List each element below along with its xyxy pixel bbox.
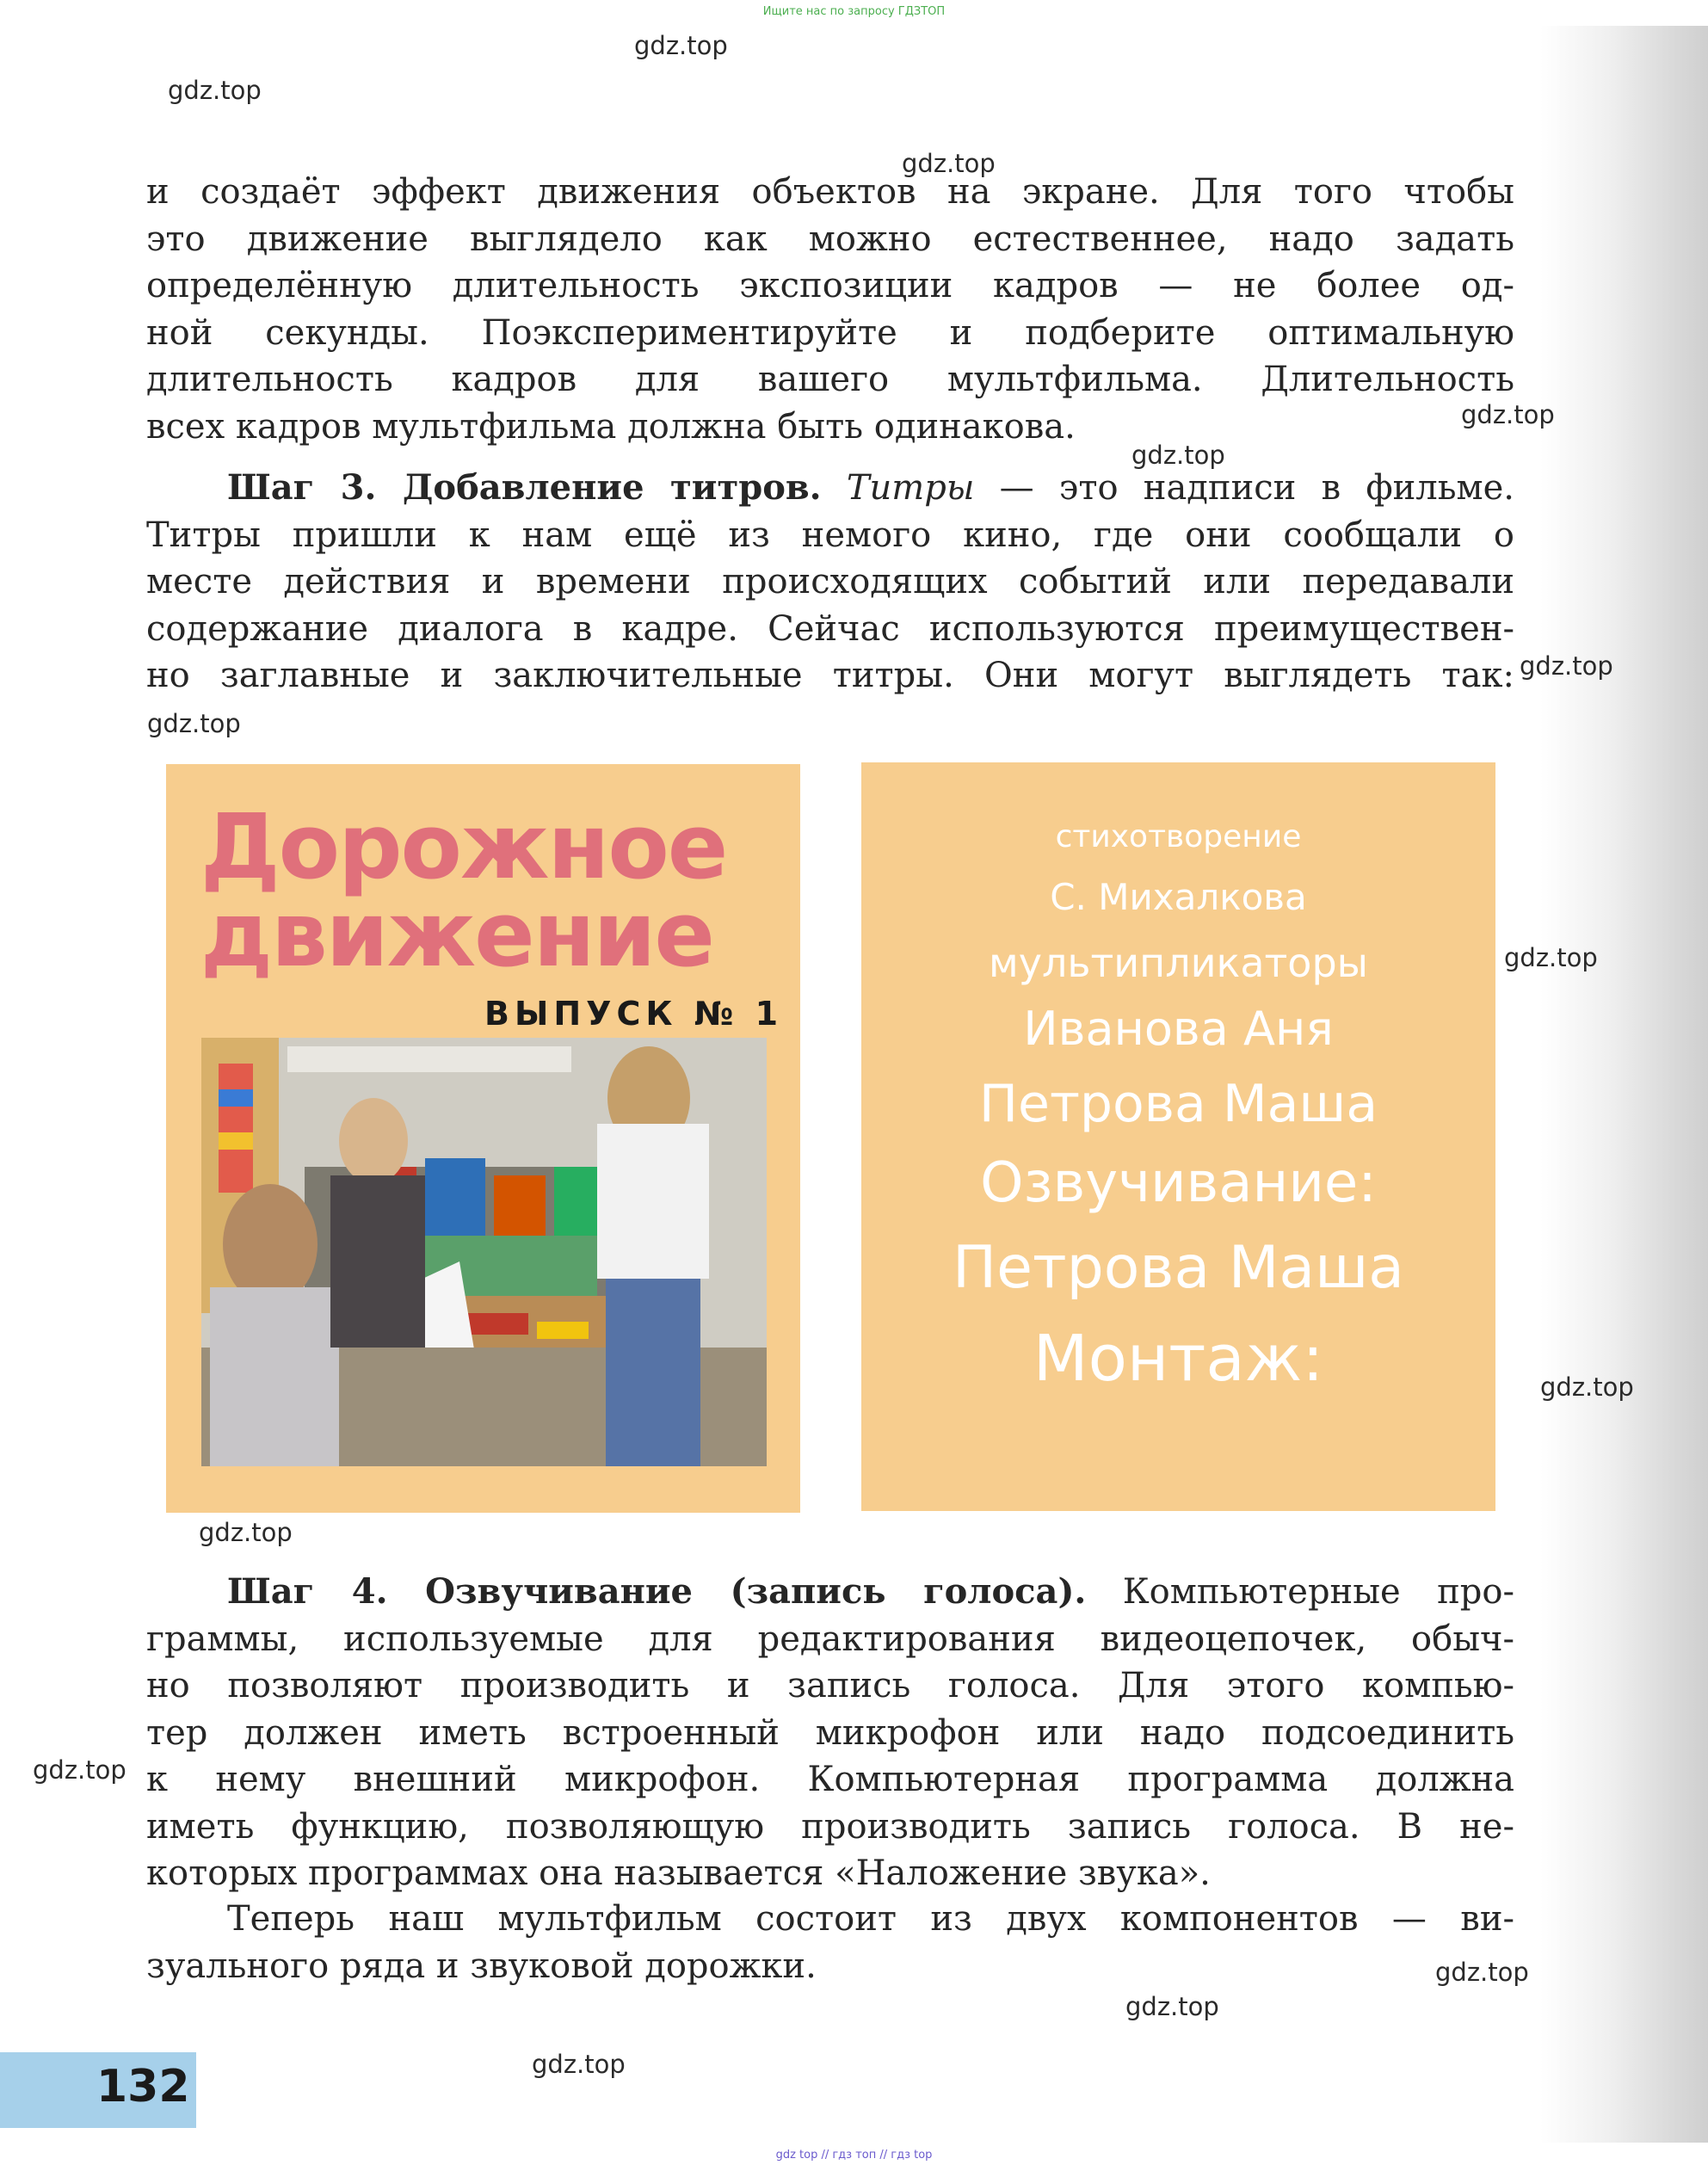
text-line: определённую длительность экспозиции кадров — не более од-: [146, 266, 1514, 305]
issue-label: ВЫПУСК № 1: [484, 995, 784, 1033]
text-fragment: — это надписи в фильме.: [974, 468, 1514, 508]
watermark: gdz.top: [1520, 651, 1613, 681]
text-line: ной секунды. Поэкспериментируйте и подберите оптимальную: [146, 312, 1514, 353]
text-line: месте действия и времени происходящих событий или передавали: [146, 562, 1514, 601]
credits-line: Петрова Маша: [953, 1234, 1404, 1302]
text-line: но позволяют производить и запись голоса. Для этого компью-: [146, 1666, 1514, 1705]
paragraph-frame-duration: [146, 169, 1514, 450]
credits-line: Петрова Маша: [978, 1074, 1378, 1134]
page-number: 132: [96, 2061, 190, 2112]
top-banner[interactable]: Ищите нас по запросу ГДЗТОП: [762, 5, 946, 18]
text-line: к нему внешний микрофон. Компьютерная программа должна: [146, 1760, 1514, 1799]
watermark: gdz.top: [199, 1518, 293, 1547]
watermark: gdz.top: [33, 1755, 126, 1785]
text-line: граммы, используемые для редактирования видеоцепочек, обыч-: [146, 1619, 1514, 1659]
text-line: это движение выглядело как можно естественнее, надо задать: [146, 219, 1514, 259]
text-line: Теперь наш мультфильм состоит из двух компонентов — ви-: [227, 1899, 1514, 1939]
watermark: gdz.top: [634, 31, 728, 60]
text-line: и создаёт эффект движения объектов на экране. Для того чтобы: [146, 172, 1514, 212]
text-line: зуального ряда и звуковой дорожки.: [146, 1946, 817, 1986]
text-line: иметь функцию, позволяющую производить запись голоса. В не-: [146, 1806, 1514, 1847]
text-fragment: Компьютерные про-: [1086, 1572, 1514, 1612]
step-4-first-line: [146, 1569, 1514, 1616]
watermark: gdz.top: [1435, 1958, 1529, 1987]
paragraph-step-4: [146, 1569, 1514, 1897]
text-line: длительность кадров для вашего мультфильма. Длительность: [146, 360, 1514, 399]
title-line-1: Дорожное: [200, 794, 727, 899]
text-line: всех кадров мультфильма должна быть одинакова.: [146, 406, 1076, 447]
credits-line: стихотворение: [1055, 819, 1302, 854]
step-3-first-line: [146, 465, 1514, 512]
watermark: gdz.top: [532, 2050, 626, 2079]
credits-card: [861, 762, 1495, 1511]
watermark: gdz.top: [168, 76, 262, 105]
title-line-2: движение: [200, 882, 713, 987]
step-3-heading: Шаг 3. Добавление титров.: [227, 467, 822, 508]
watermark: gdz.top: [1461, 400, 1555, 429]
watermark: gdz.top: [1540, 1372, 1634, 1402]
credits-line: Иванова Аня: [1023, 1002, 1334, 1056]
page-edge-shadow: [1540, 26, 1708, 2143]
credits-line: Озвучивание:: [980, 1151, 1377, 1215]
watermark: gdz.top: [1125, 1992, 1219, 2021]
credits-line: Монтаж:: [1033, 1322, 1324, 1396]
paragraph-step-3: [146, 465, 1514, 700]
watermark: gdz.top: [1504, 943, 1598, 972]
step-3-term: Титры: [846, 468, 975, 508]
watermark: gdz.top: [147, 709, 241, 738]
credits-line: мультипликаторы: [989, 940, 1368, 986]
text-line: но заглавные и заключительные титры. Они могут выглядеть так:: [146, 656, 1514, 695]
paragraph-components: [146, 1896, 1514, 1989]
text-line: тер должен иметь встроенный микрофон или надо подсоединить: [146, 1712, 1514, 1753]
step-4-heading: Шаг 4. Озвучивание (запись голоса).: [227, 1571, 1087, 1612]
text-line: содержание диалога в кадре. Сейчас используются преимуществен-: [146, 608, 1514, 649]
text-line: которых программах она называется «Наложение звука».: [146, 1853, 1211, 1893]
credits-line: С. Михалкова: [1050, 876, 1307, 918]
title-card: [166, 764, 800, 1513]
text-line: Титры пришли к нам ещё из немого кино, где они сообщали о: [146, 515, 1514, 555]
photo-illustration: [201, 1038, 767, 1466]
watermark: gdz.top: [1131, 441, 1225, 470]
watermark: gdz.top: [902, 149, 996, 178]
bottom-banner[interactable]: gdz top // гдз топ // гдз top: [775, 2149, 933, 2162]
children-photo: [201, 1038, 767, 1466]
